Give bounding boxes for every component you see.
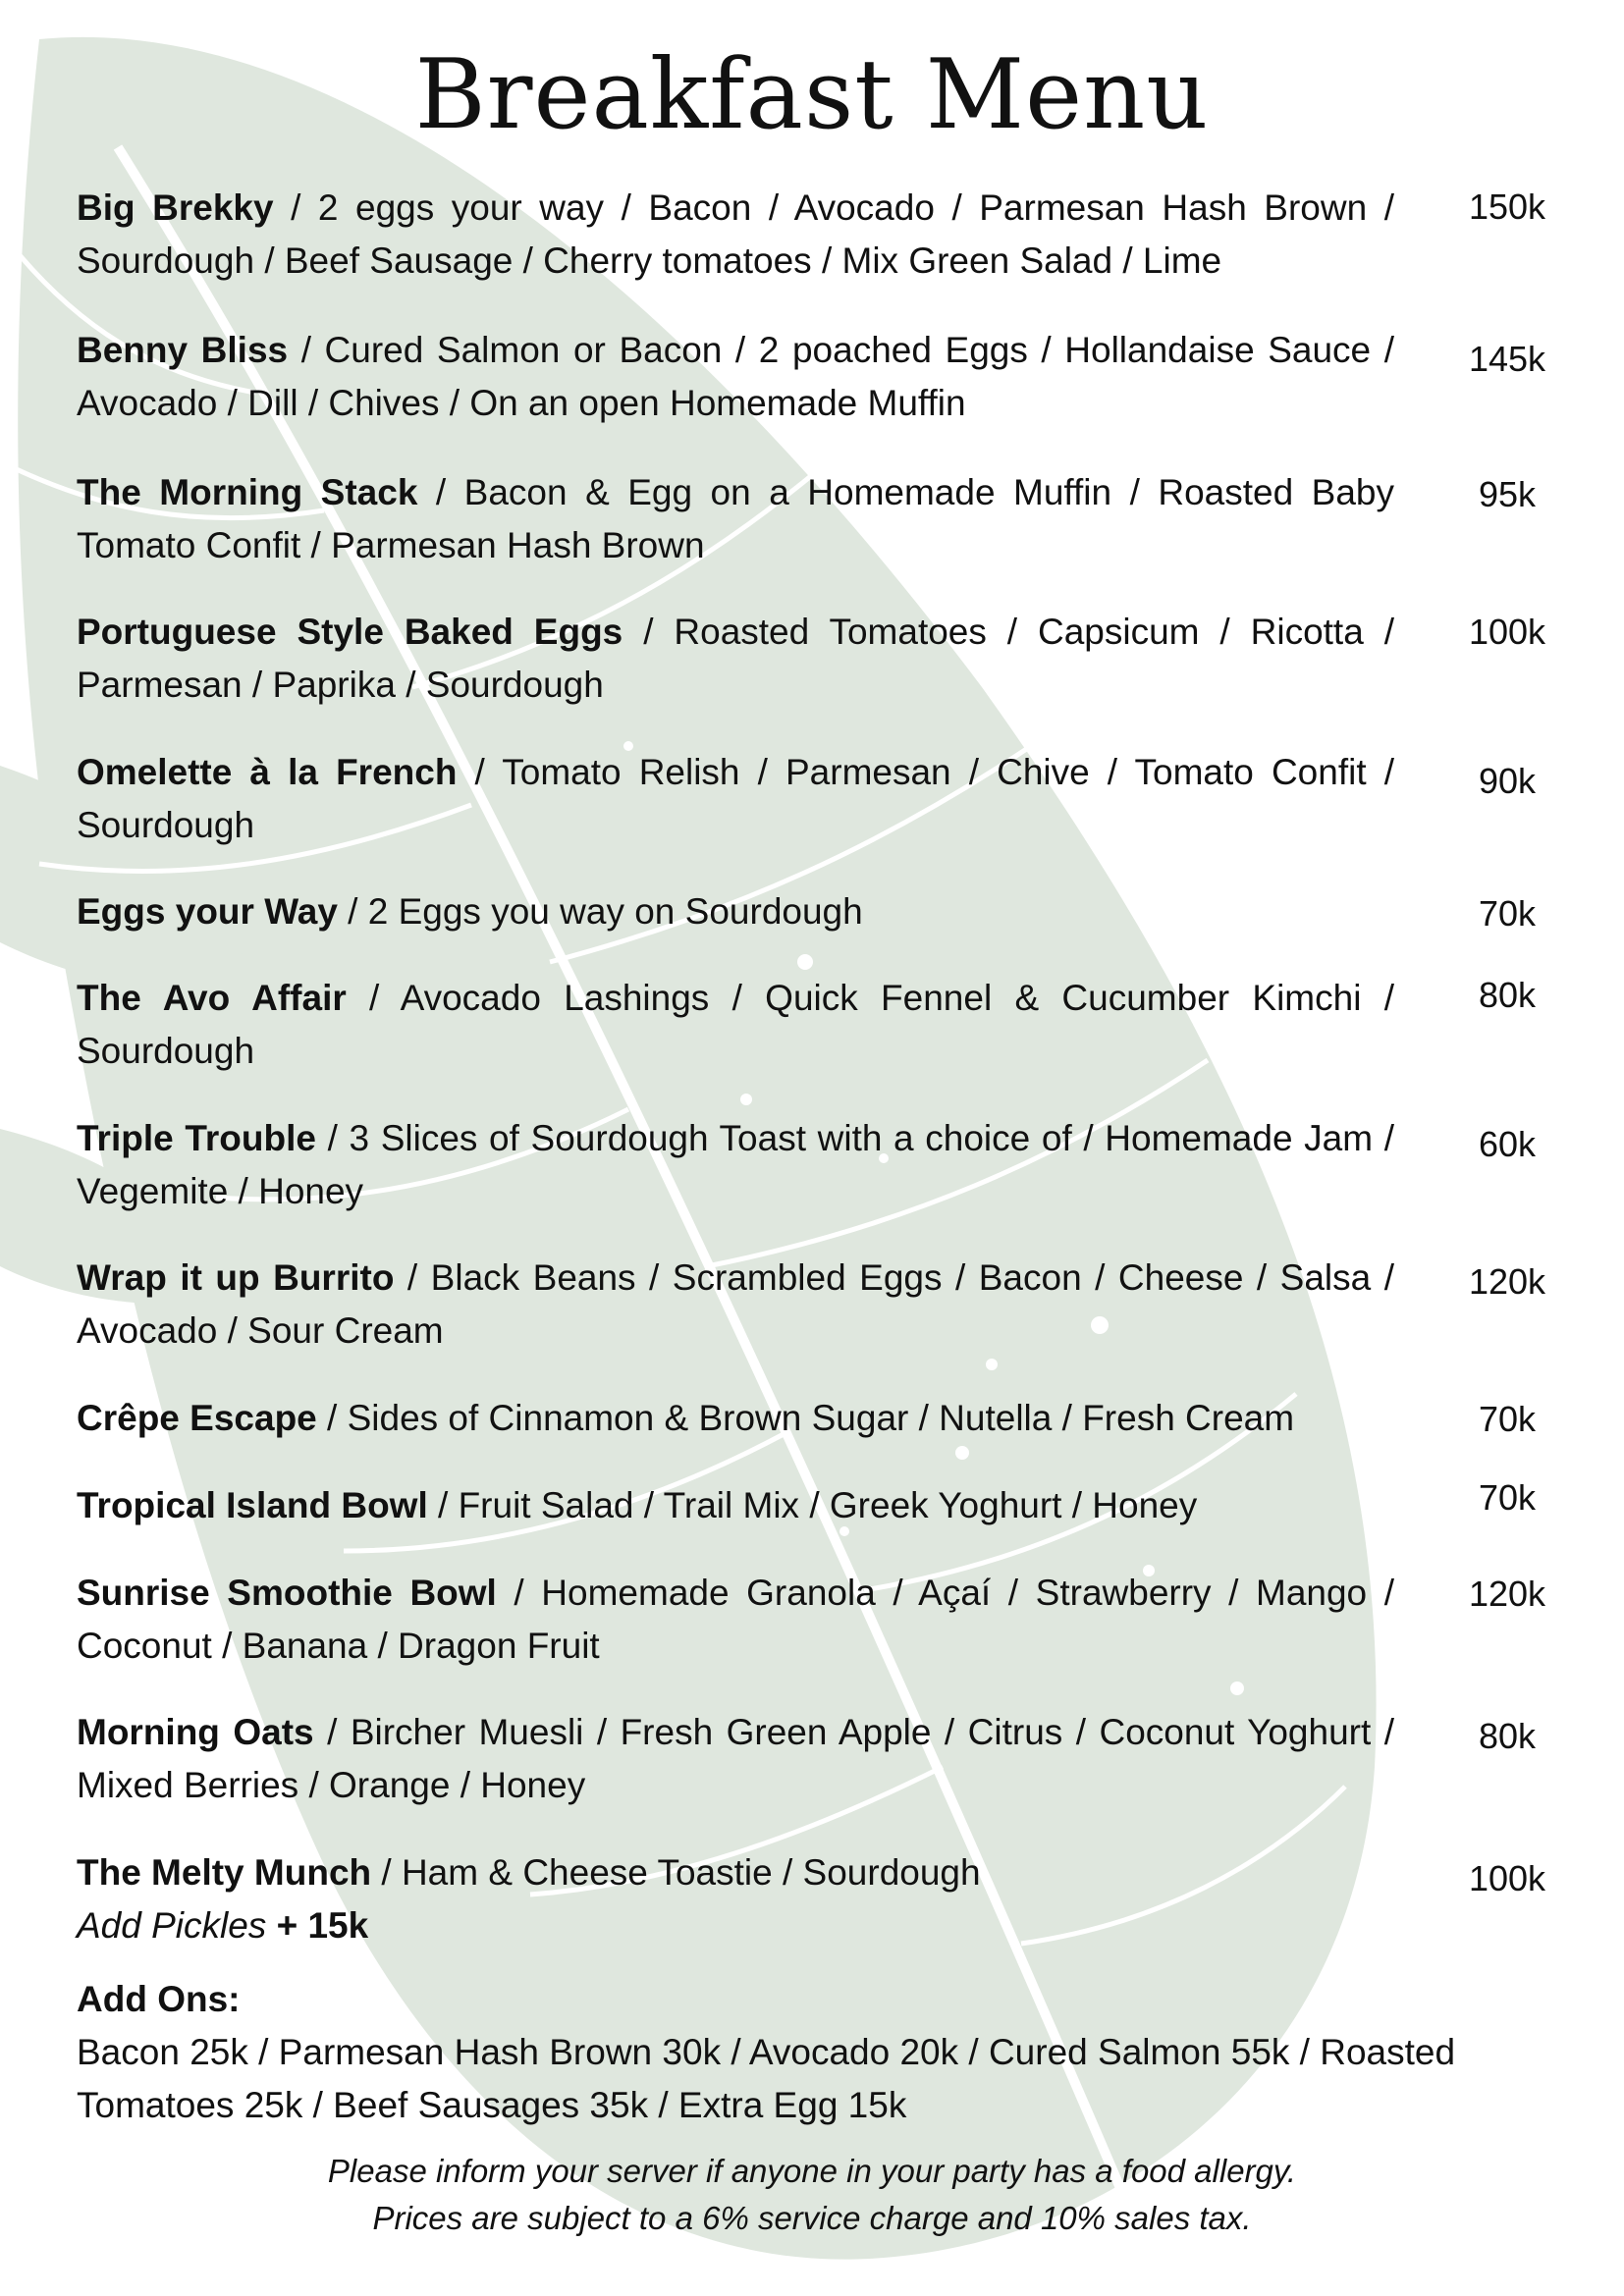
menu-item-ingredients: / Roasted Tomatoes / Capsicum / Ricotta / Parmesan / Paprika / Sourdough (77, 612, 1394, 705)
menu-item-name: Tropical Island Bowl (77, 1485, 428, 1525)
menu-item-ingredients: / Bacon & Egg on a Homemade Muffin / Roasted Baby Tomato Confit / Parmesan Hash Brown (77, 472, 1394, 565)
menu-item-price: 90k (1478, 761, 1537, 801)
menu-item-price: 95k (1478, 474, 1537, 514)
service-charge-note: Prices are subject to a 6% service charge and 10% sales tax. (372, 2200, 1252, 2236)
menu-item-description (77, 466, 1394, 572)
menu-item-name: The Avo Affair (77, 978, 347, 1018)
menu-item (77, 1846, 1394, 1952)
menu-item-ingredients: / 2 Eggs you way on Sourdough (337, 891, 863, 932)
menu-item-name: Crêpe Escape (77, 1398, 317, 1438)
menu-item (77, 746, 1394, 852)
menu-item-ingredients: / Avocado Lashings / Quick Fennel & Cucumber Kimchi / Sourdough (77, 978, 1394, 1071)
menu-item-description (77, 606, 1394, 712)
menu-item-price: 145k (1468, 339, 1546, 379)
menu-item-description (77, 1706, 1394, 1812)
menu-item-ingredients: / Cured Salmon or Bacon / 2 poached Eggs / Hollandaise Sauce / Avocado / Dill / Chives / On an open Homemade Muffin (77, 330, 1395, 423)
add-ons-text: Bacon 25k / Parmesan Hash Brown 30k / Avocado 20k / Cured Salmon 55k / Roasted Tomatoes 25k / Beef Sausages 35k / Extra Egg 15k (77, 2032, 1456, 2125)
menu-item-description (77, 324, 1394, 430)
menu-item-price: 70k (1478, 1399, 1537, 1439)
menu-item-ingredients: / Fruit Salad / Trail Mix / Greek Yoghurt / Honey (427, 1485, 1198, 1525)
footer-notes (0, 2148, 1624, 2242)
menu-item-name: Sunrise Smoothie Bowl (77, 1573, 497, 1613)
page-title: Breakfast Menu (414, 39, 1210, 151)
menu-item (77, 606, 1394, 712)
menu-item-name: Morning Oats (77, 1712, 314, 1752)
menu-item (77, 466, 1394, 572)
menu-item (77, 1479, 1394, 1532)
menu-item-ingredients: / Sides of Cinnamon & Brown Sugar / Nutella / Fresh Cream (316, 1398, 1295, 1438)
menu-item (77, 1706, 1394, 1812)
menu-item-name: Triple Trouble (77, 1118, 316, 1158)
menu-item (77, 972, 1394, 1078)
menu-item-description (77, 1479, 1394, 1532)
menu-item (77, 324, 1394, 430)
menu-item-price: 100k (1468, 1858, 1546, 1898)
menu-item-name: Eggs your Way (77, 891, 338, 932)
menu-item-price: 120k (1468, 1574, 1546, 1614)
menu-item-description (77, 746, 1394, 852)
menu-item-price: 70k (1478, 893, 1537, 934)
menu-item (77, 182, 1394, 288)
menu-item-price: 120k (1468, 1261, 1546, 1302)
menu-item-price: 100k (1468, 612, 1546, 652)
menu-item-description (77, 972, 1394, 1078)
menu-item-ingredients: / 3 Slices of Sourdough Toast with a choice of / Homemade Jam / Vegemite / Honey (77, 1118, 1394, 1211)
menu-item-ingredients: / Black Beans / Scrambled Eggs / Bacon / Cheese / Salsa / Avocado / Sour Cream (77, 1257, 1394, 1351)
menu-item-price: 150k (1468, 187, 1546, 227)
menu-item-price: 70k (1478, 1477, 1537, 1518)
menu-item-description (77, 1846, 1394, 1899)
menu-item-description (77, 1392, 1394, 1445)
menu-item (77, 1252, 1394, 1358)
add-ons-heading: Add Ons: (77, 1979, 241, 2019)
menu-item (77, 1392, 1394, 1445)
menu-item-price: 80k (1478, 975, 1537, 1015)
menu-item-price: 60k (1478, 1124, 1537, 1164)
extra-label: Add Pickles (77, 1905, 267, 1946)
menu-item-description (77, 1567, 1394, 1673)
menu-item-name: Omelette à la French (77, 752, 458, 792)
menu-item-ingredients: / Bircher Muesli / Fresh Green Apple / Citrus / Coconut Yoghurt / Mixed Berries / Orange / Honey (77, 1712, 1394, 1805)
menu-item-name: The Melty Munch (77, 1852, 372, 1893)
extra-price: + 15k (266, 1905, 369, 1946)
allergy-note: Please inform your server if anyone in your party has a food allergy. (327, 2153, 1297, 2189)
menu-item-name: Portuguese Style Baked Eggs (77, 612, 623, 652)
menu-item (77, 1567, 1394, 1673)
menu-item-ingredients: / Ham & Cheese Toastie / Sourdough (371, 1852, 981, 1893)
menu-item-name: Big Brekky (77, 187, 274, 228)
menu-item-ingredients: / 2 eggs your way / Bacon / Avocado / Parmesan Hash Brown / Sourdough / Beef Sausage / Cherry tomatoes / Mix Green Salad / Lime (77, 187, 1394, 281)
menu-item-description (77, 182, 1394, 288)
menu-item-name: The Morning Stack (77, 472, 418, 512)
menu-item-description (77, 885, 1394, 938)
menu-item-price: 80k (1478, 1716, 1537, 1756)
menu-item-name: Wrap it up Burrito (77, 1257, 395, 1298)
add-ons-section (77, 1973, 1549, 2132)
menu-item (77, 1112, 1394, 1218)
menu-item-name: Benny Bliss (77, 330, 289, 370)
menu-item-extra (77, 1899, 1394, 1952)
menu-item-ingredients: / Tomato Relish / Parmesan / Chive / Tomato Confit / Sourdough (77, 752, 1394, 845)
menu-item-description (77, 1252, 1394, 1358)
menu-item-ingredients: / Homemade Granola / Açaí / Strawberry / Mango / Coconut / Banana / Dragon Fruit (77, 1573, 1394, 1666)
menu-item (77, 885, 1394, 938)
menu-item-description (77, 1112, 1394, 1218)
